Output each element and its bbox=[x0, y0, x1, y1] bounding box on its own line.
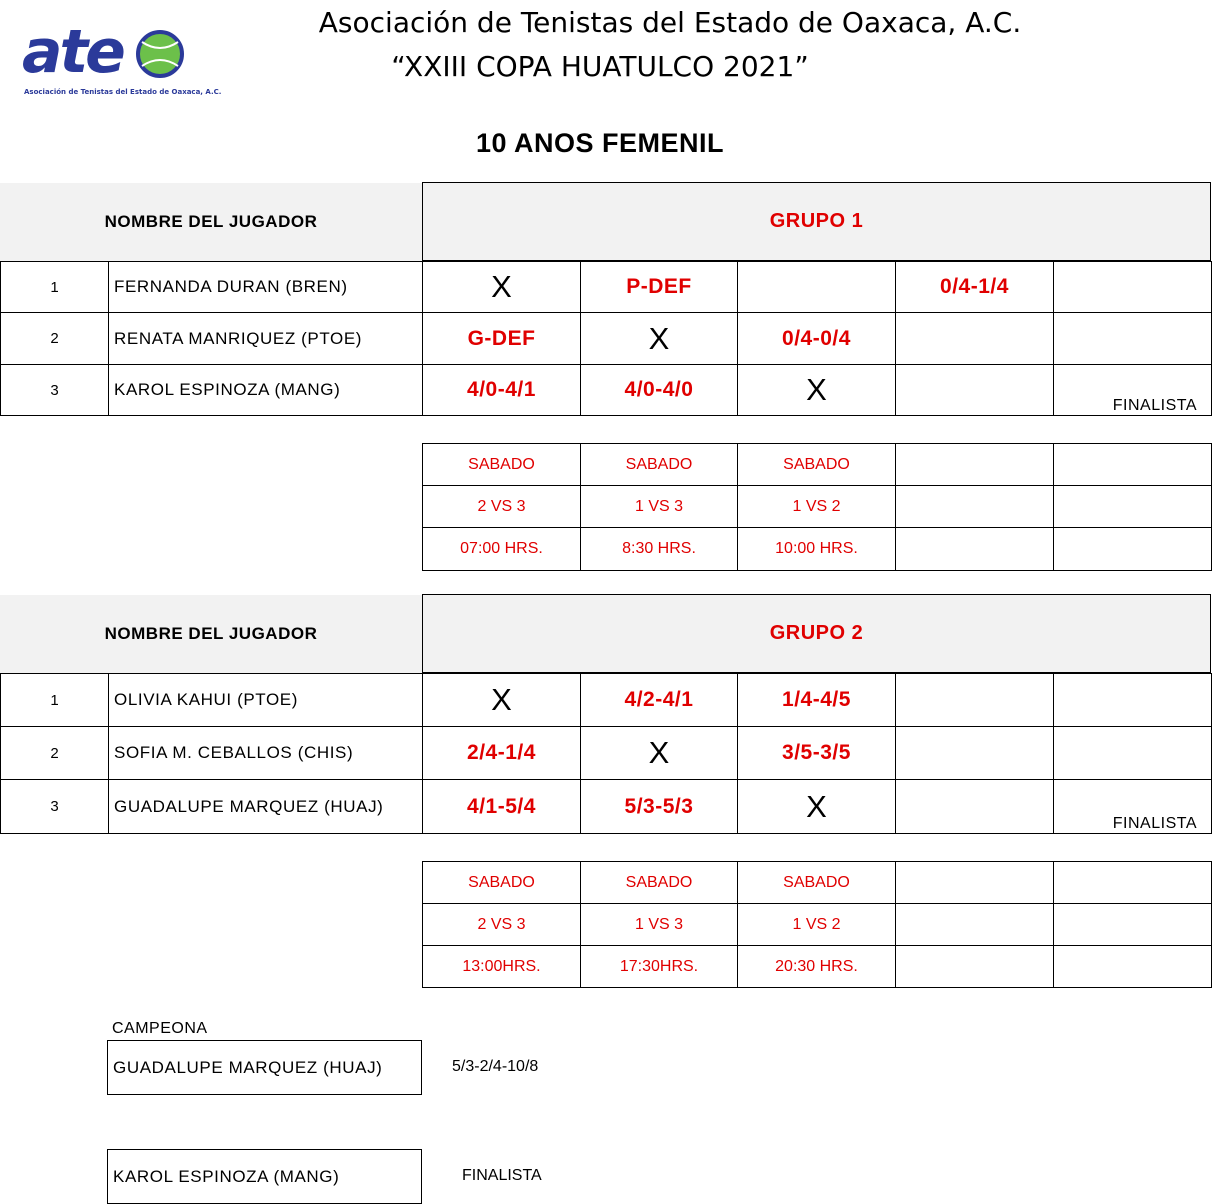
empty-cell bbox=[896, 904, 1054, 946]
empty-cell bbox=[1054, 946, 1212, 988]
event-title: “XXIII COPA HUATULCO 2021” bbox=[391, 50, 809, 83]
player-column-header: NOMBRE DEL JUGADOR bbox=[0, 183, 422, 261]
schedule-time: 17:30HRS. bbox=[581, 946, 738, 988]
player-number: 3 bbox=[1, 780, 109, 834]
champion-name-box: GUADALUPE MARQUEZ (HUAJ) bbox=[107, 1040, 422, 1095]
finalist-label: FINALISTA bbox=[462, 1167, 542, 1184]
group-header: GRUPO 2 bbox=[422, 594, 1211, 673]
schedule-day: SABADO bbox=[423, 444, 581, 486]
finalist-name-box: KAROL ESPINOZA (MANG) bbox=[107, 1149, 422, 1204]
player-name: OLIVIA KAHUI (PTOE) bbox=[109, 674, 423, 727]
schedule-time: 8:30 HRS. bbox=[581, 528, 738, 571]
final-score: 5/3-2/4-10/8 bbox=[452, 1058, 539, 1075]
empty-cell bbox=[1054, 528, 1212, 571]
empty-cell bbox=[896, 528, 1054, 571]
result-cell: P-DEF bbox=[581, 262, 738, 313]
group-1-schedule-table bbox=[422, 443, 1212, 571]
result-cell: 1/4-4/5 bbox=[738, 674, 896, 727]
result-cell bbox=[896, 674, 1054, 727]
result-cell: 4/2-4/1 bbox=[581, 674, 738, 727]
schedule-matches-row bbox=[423, 904, 1212, 946]
result-cell bbox=[896, 365, 1054, 416]
player-name: KAROL ESPINOZA (MANG) bbox=[109, 365, 423, 416]
schedule-time: 20:30 HRS. bbox=[738, 946, 896, 988]
schedule-time: 10:00 HRS. bbox=[738, 528, 896, 571]
svg-text:ate: ate bbox=[22, 17, 123, 87]
result-cell: 0/4-0/4 bbox=[738, 313, 896, 365]
schedule-time: 13:00HRS. bbox=[423, 946, 581, 988]
self-match-cell: X bbox=[581, 727, 738, 780]
schedule-time: 07:00 HRS. bbox=[423, 528, 581, 571]
result-cell bbox=[896, 727, 1054, 780]
table-row bbox=[1, 780, 1212, 834]
status-cell bbox=[1054, 727, 1212, 780]
group-header: GRUPO 1 bbox=[422, 182, 1211, 261]
result-cell bbox=[896, 313, 1054, 365]
table-row bbox=[1, 262, 1212, 313]
schedule-day: SABADO bbox=[581, 862, 738, 904]
schedule-times-row bbox=[423, 946, 1212, 988]
empty-cell bbox=[1054, 444, 1212, 486]
schedule-day: SABADO bbox=[738, 444, 896, 486]
player-name: RENATA MANRIQUEZ (PTOE) bbox=[109, 313, 423, 365]
status-cell bbox=[1054, 313, 1212, 365]
result-cell: 3/5-3/5 bbox=[738, 727, 896, 780]
schedule-match: 1 VS 2 bbox=[738, 486, 896, 528]
table-row bbox=[1, 727, 1212, 780]
schedule-match: 1 VS 3 bbox=[581, 486, 738, 528]
self-match-cell: X bbox=[738, 780, 896, 834]
schedule-day: SABADO bbox=[581, 444, 738, 486]
org-title: Asociación de Tenistas del Estado de Oaxaca, A.C. bbox=[318, 6, 1022, 39]
self-match-cell: X bbox=[581, 313, 738, 365]
schedule-day: SABADO bbox=[738, 862, 896, 904]
svg-text:Asociación de Tenistas del Est: Asociación de Tenistas del Estado de Oaxaca, A.C. bbox=[24, 88, 222, 96]
result-cell: G-DEF bbox=[423, 313, 581, 365]
schedule-days-row bbox=[423, 862, 1212, 904]
finalist-label: FINALISTA bbox=[1054, 365, 1212, 416]
table-row bbox=[1, 365, 1212, 416]
schedule-day: SABADO bbox=[423, 862, 581, 904]
empty-cell bbox=[1054, 486, 1212, 528]
empty-cell bbox=[896, 444, 1054, 486]
schedule-match: 1 VS 3 bbox=[581, 904, 738, 946]
schedule-days-row bbox=[423, 444, 1212, 486]
player-number: 3 bbox=[1, 365, 109, 416]
self-match-cell: X bbox=[423, 674, 581, 727]
schedule-match: 2 VS 3 bbox=[423, 904, 581, 946]
player-name: GUADALUPE MARQUEZ (HUAJ) bbox=[109, 780, 423, 834]
empty-cell bbox=[1054, 862, 1212, 904]
empty-cell bbox=[1054, 904, 1212, 946]
result-cell: 4/1-5/4 bbox=[423, 780, 581, 834]
schedule-match: 1 VS 2 bbox=[738, 904, 896, 946]
schedule-match: 2 VS 3 bbox=[423, 486, 581, 528]
ateo-logo bbox=[22, 14, 222, 100]
player-number: 1 bbox=[1, 262, 109, 313]
result-cell: 0/4-1/4 bbox=[896, 262, 1054, 313]
result-cell: 5/3-5/3 bbox=[581, 780, 738, 834]
status-cell bbox=[1054, 262, 1212, 313]
empty-cell bbox=[896, 486, 1054, 528]
empty-cell bbox=[896, 946, 1054, 988]
self-match-cell: X bbox=[423, 262, 581, 313]
champion-label: CAMPEONA bbox=[112, 1020, 208, 1037]
status-cell bbox=[1054, 674, 1212, 727]
result-cell: 2/4-1/4 bbox=[423, 727, 581, 780]
player-number: 2 bbox=[1, 727, 109, 780]
result-cell bbox=[896, 780, 1054, 834]
result-cell: 4/0-4/1 bbox=[423, 365, 581, 416]
self-match-cell: X bbox=[738, 365, 896, 416]
schedule-matches-row bbox=[423, 486, 1212, 528]
table-row bbox=[1, 674, 1212, 727]
schedule-times-row bbox=[423, 528, 1212, 571]
player-name: FERNANDA DURAN (BREN) bbox=[109, 262, 423, 313]
group-2-results-table bbox=[0, 673, 1212, 834]
result-cell bbox=[738, 262, 896, 313]
table-row bbox=[1, 313, 1212, 365]
player-column-header: NOMBRE DEL JUGADOR bbox=[0, 595, 422, 673]
player-number: 1 bbox=[1, 674, 109, 727]
player-name: SOFIA M. CEBALLOS (CHIS) bbox=[109, 727, 423, 780]
empty-cell bbox=[896, 862, 1054, 904]
result-cell: 4/0-4/0 bbox=[581, 365, 738, 416]
group-1-results-table bbox=[0, 261, 1212, 416]
player-number: 2 bbox=[1, 313, 109, 365]
category-title: 10 ANOS FEMENIL bbox=[475, 128, 725, 158]
group-2-schedule-table bbox=[422, 861, 1212, 988]
finalist-label: FINALISTA bbox=[1054, 780, 1212, 834]
